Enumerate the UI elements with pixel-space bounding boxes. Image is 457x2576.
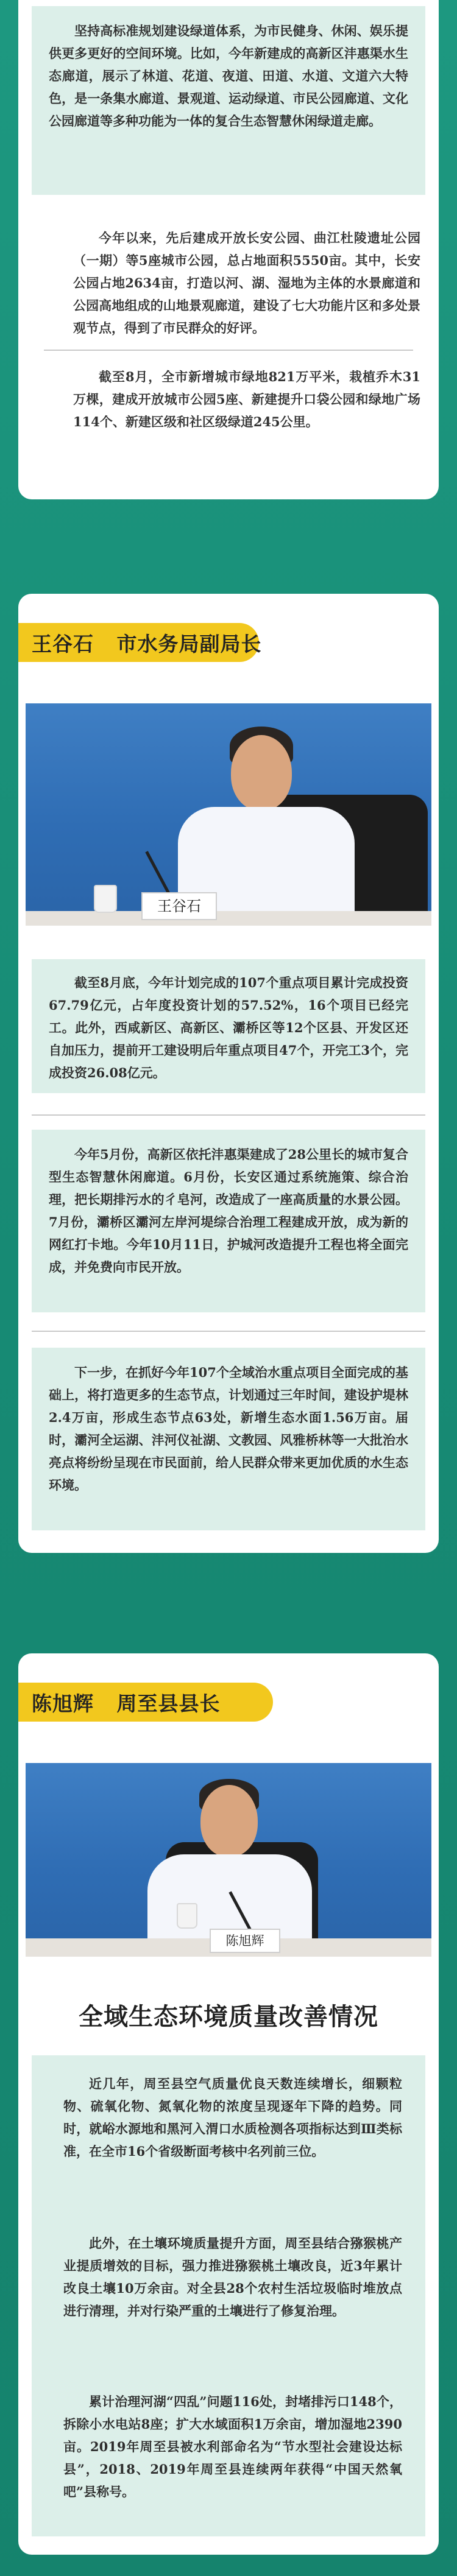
rivers-paragraph: 累计治理河湖“四乱”问题116处，封堵排污口148个，拆除小水电站8座；扩大水域面积1万余亩，增加湿地2390亩。2019年周至县被水利部命名为“节水型社会建设达标县”，2018、2019年周至县连续两年获得“中国天然氧吧”县称号。 bbox=[63, 2394, 402, 2499]
speaker-banner bbox=[18, 623, 262, 662]
divider bbox=[32, 1331, 425, 1332]
cup-shape bbox=[94, 885, 117, 913]
speaker-banner-text: 王谷石 市水务局副局长 bbox=[32, 632, 262, 656]
section-card-greenway bbox=[18, 0, 439, 499]
section-card-zhouzhi bbox=[18, 1653, 439, 2555]
nameplate: 陈旭辉 bbox=[210, 1929, 280, 1953]
desk-shape bbox=[26, 911, 431, 926]
corridor-paragraph: 今年5月份，高新区依托沣惠渠建成了28公里长的城市复合型生态智慧休闲廊道。6月份，长安区通过系统施策、综合治理，把长期排污水的彳皂河，改造成了一座高质量的水景公园。7月份，灞桥区灞河左岸河堤综合治理工程建成开放，成为新的网红打卡地。今年10月11日，护城河改造提升工程也将全面完成，并免费向市民开放。 bbox=[49, 1147, 408, 1275]
speaker-banner bbox=[18, 1683, 273, 1722]
speaker-photo bbox=[26, 1763, 431, 1957]
cup-shape bbox=[177, 1903, 197, 1929]
highlight-box bbox=[32, 1130, 425, 1312]
air-quality-paragraph: 近几年，周至县空气质量优良天数连续增长，细颗粒物、硫氧化物、氮氧化物的浓度呈现逐年下降的趋势。同时，就峪水源地和黑河入渭口水质检测各项指标达到Ⅲ类标准，在全市16个省级断面考核中名列前三位。 bbox=[63, 2076, 402, 2159]
investment-paragraph: 截至8月底，今年计划完成的107个重点项目累计完成投资67.79亿元，占年度投资计划的57.52%，16个项目已经完工。此外，西咸新区、高新区、灞桥区等12个区县、开发区还自加压力，提前开工建设明后年重点项目47个，开完工3个，完成投资26.08亿元。 bbox=[49, 975, 408, 1080]
speaker-banner-text: 陈旭辉 周至县县长 bbox=[32, 1691, 221, 1716]
divider bbox=[32, 1114, 425, 1116]
divider bbox=[44, 350, 413, 351]
highlight-box bbox=[32, 2055, 425, 2536]
green-space-paragraph: 截至8月，全市新增城市绿地821万平米，栽植乔木31万棵，建成开放城市公园5座、新建提升口袋公园和绿地广场114个、新建区级和社区级绿道245公里。 bbox=[73, 369, 420, 429]
head-shape bbox=[200, 1785, 258, 1857]
speaker-photo bbox=[26, 703, 431, 926]
next-steps-paragraph: 下一步，在抓好今年107个全域治水重点项目全面完成的基础上，将打造更多的生态节点，计划通过三年时间，建设护堤林2.4万亩，形成生态节点63处，新增生态水面1.56万亩。届时，灞河全运湖、沣河仪祉湖、文教园、风雅桥林等一大批治水亮点将纷纷呈现在市民面前，给人民群众带来更加优质的水生态环境。 bbox=[49, 1365, 408, 1493]
section-card-water-bureau bbox=[18, 594, 439, 1553]
intro-paragraph: 坚持高标准规划建设绿道体系，为市民健身、休闲、娱乐提供更多更好的空间环境。比如，今年新建成的高新区沣惠渠水生态廊道，展示了林道、花道、夜道、田道、水道、文道六大特色，是一条集水廊道、景观道、运动绿道、市民公园廊道、文化公园廊道等多种功能为一体的复合生态智慧休闲绿道走廊。 bbox=[49, 23, 408, 128]
nameplate: 王谷石 bbox=[141, 892, 217, 920]
highlight-box bbox=[32, 6, 425, 195]
soil-paragraph: 此外，在土壤环境质量提升方面，周至县结合猕猴桃产业提质增效的目标，强力推进猕猴桃土壤改良，近3年累计改良土壤10万余亩。对全县28个农村生活垃圾临时堆放点进行清理，并对行染严重的土壤进行了修复治理。 bbox=[63, 2236, 402, 2318]
head-shape bbox=[231, 735, 292, 811]
highlight-box bbox=[32, 959, 425, 1093]
highlight-box bbox=[32, 1348, 425, 1530]
parks-paragraph: 今年以来，先后建成开放长安公园、曲江杜陵遗址公园（一期）等5座城市公园，总占地面积5550亩。其中，长安公园占地2634亩，打造以河、湖、湿地为主体的水景廊道和公园高地组成的山地景观廊道，建设了七大功能片区和多处景观节点，得到了市民群众的好评。 bbox=[73, 230, 420, 336]
section-title: 全域生态环境质量改善情况 bbox=[79, 2002, 378, 2031]
